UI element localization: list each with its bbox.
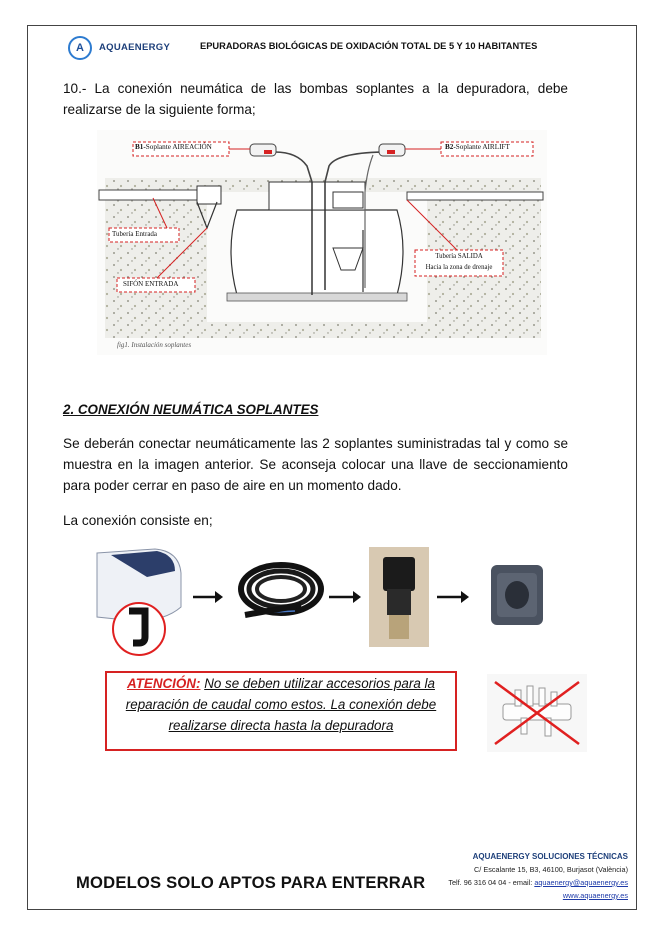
aquaenergy-logo <box>68 36 198 66</box>
label-outlet-line2: Hacia la zona de drenaje <box>425 264 493 271</box>
footer-address: C/ Escalante 15, B3, 46100, Burjasot (València) <box>474 865 628 874</box>
label-b1-prefix: B1- <box>135 143 146 151</box>
compression-fitting-photo <box>369 547 429 647</box>
logo-mark: A <box>68 36 92 60</box>
blower-photo <box>97 549 181 655</box>
warning-line1-text: No se deben utilizar accesorios para la <box>204 676 435 691</box>
forbidden-accessory-photo <box>487 674 587 752</box>
footer-phone: Telf. 96 316 04 04 - email: <box>448 878 533 887</box>
section-paragraph: Se deberán conectar neumáticamente las 2 soplantes suministradas tal y como se muestra en la imagen anterior. Se aconseja colocar una llave de seccionamiento para poder cerrar en paso de aire en un momento dado. <box>63 436 568 493</box>
arrow-right-icon <box>329 591 361 603</box>
adapter-photo <box>491 565 543 625</box>
footer-contact <box>410 850 628 902</box>
label-b2-text: Soplante AIRLIFT <box>455 143 510 151</box>
installation-diagram <box>97 130 547 355</box>
label-b2 <box>445 143 510 151</box>
label-inlet: Tubería Entrada <box>112 230 158 238</box>
label-outlet <box>415 251 503 273</box>
footer-email-link[interactable]: aquaenergy@aquaenergy.es <box>534 878 628 887</box>
warning-label: ATENCIÓN: <box>127 676 201 691</box>
warning-line2: reparación de caudal como estos. La conexión debe <box>125 697 437 712</box>
footer-phone-email <box>410 876 628 889</box>
figure-caption: fig1. Instalación soplantes <box>117 341 192 349</box>
warning-box <box>105 671 457 751</box>
footer-website-link[interactable]: www.aquaenergy.es <box>562 891 628 900</box>
label-siphon: SIFÓN ENTRADA <box>123 280 179 288</box>
label-outlet-line1: Tubería SALIDA <box>435 253 483 260</box>
section-heading: 2. CONEXIÓN NEUMÁTICA SOPLANTES <box>63 402 319 417</box>
label-b2-prefix: B2- <box>445 143 456 151</box>
label-b1-text: Soplante AIREACIÓN <box>145 143 212 151</box>
connection-sequence <box>95 545 565 657</box>
footer-company: AQUAENERGY SOLUCIONES TÉCNICAS <box>472 852 628 861</box>
document-title: EPURADORAS BIOLÓGICAS DE OXIDACIÓN TOTAL DE 5 Y 10 HABITANTES <box>200 41 538 51</box>
logo-text: AQUAENERGY <box>99 42 171 53</box>
warning-text <box>107 673 455 736</box>
arrow-right-icon <box>437 591 469 603</box>
hose-coil-photo <box>241 565 321 615</box>
installation-figure <box>97 130 547 355</box>
footer-notice: MODELOS SOLO APTOS PARA ENTERRAR <box>76 873 426 892</box>
arrow-right-icon <box>193 591 223 603</box>
connection-intro: La conexión consiste en; <box>63 513 213 528</box>
warning-line1 <box>107 673 455 694</box>
intro-paragraph: 10.- La conexión neumática de las bombas soplantes a la depuradora, debe realizarse de la siguiente forma; <box>63 81 568 117</box>
label-b1 <box>135 143 212 151</box>
warning-line3: realizarse directa hasta la depuradora <box>168 718 394 733</box>
